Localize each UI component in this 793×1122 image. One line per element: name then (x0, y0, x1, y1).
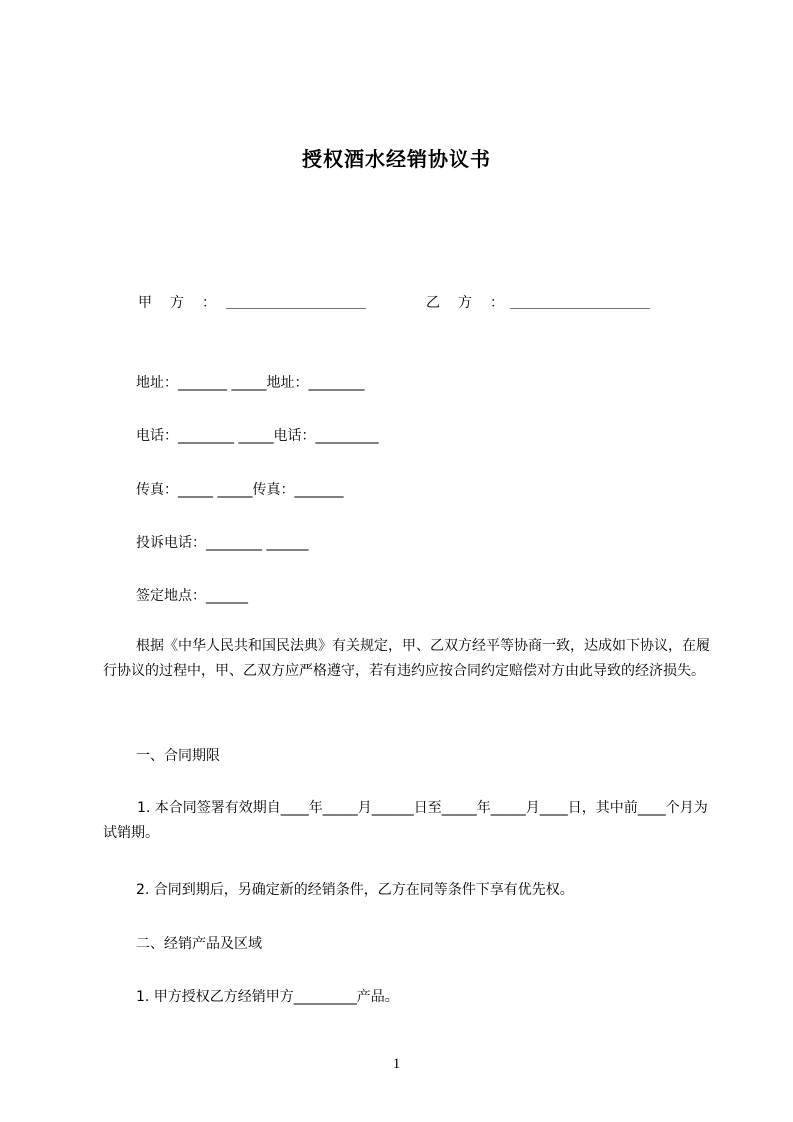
complaint-phone-line: 投诉电话：________ ______ (136, 535, 309, 551)
party-b-label: 乙 方 ： (426, 295, 506, 311)
intro-text: 根据《中华人民共和国民法典》有关规定，甲、乙双方经平等协商一致，达成如下协议，在履行协议的过程中，甲、乙双方应严格遵守，若有违约应按合同约定赔偿对方由此导致的经济损失。 (103, 638, 710, 679)
section1-clause1-text: 1. 本合同签署有效期自____年_____月______日至_____年_____月____日，其中前____个月为试销期。 (103, 800, 708, 841)
section1-clause2: 2. 合同到期后，另确定新的经销条件，乙方在同等条件下享有优先权。 (136, 882, 574, 898)
phone-line: 电话：________ _____电话：_________ (136, 428, 379, 444)
party-b-blank: ＿＿＿＿＿＿＿＿＿＿ (510, 295, 650, 311)
sign-place-line: 签定地点：______ (136, 588, 248, 604)
section1-clause1 (103, 796, 713, 846)
section1-heading: 一、合同期限 (136, 748, 220, 764)
page-number: 1 (392, 1056, 401, 1072)
fax-line: 传真：_____ _____传真：_______ (136, 482, 344, 498)
parties-line (138, 292, 718, 312)
party-a-blank: ＿＿＿＿＿＿＿＿＿＿ (226, 295, 366, 311)
section2-clause1: 1. 甲方授权乙方经销甲方_________产品。 (136, 989, 399, 1005)
section2-heading: 二、经销产品及区域 (136, 936, 262, 952)
document-title: 授权酒水经销协议书 (302, 147, 491, 171)
address-line: 地址：_______ _____地址：________ (136, 375, 365, 391)
party-a-label: 甲 方 ： (138, 295, 218, 311)
intro-paragraph (103, 634, 713, 684)
